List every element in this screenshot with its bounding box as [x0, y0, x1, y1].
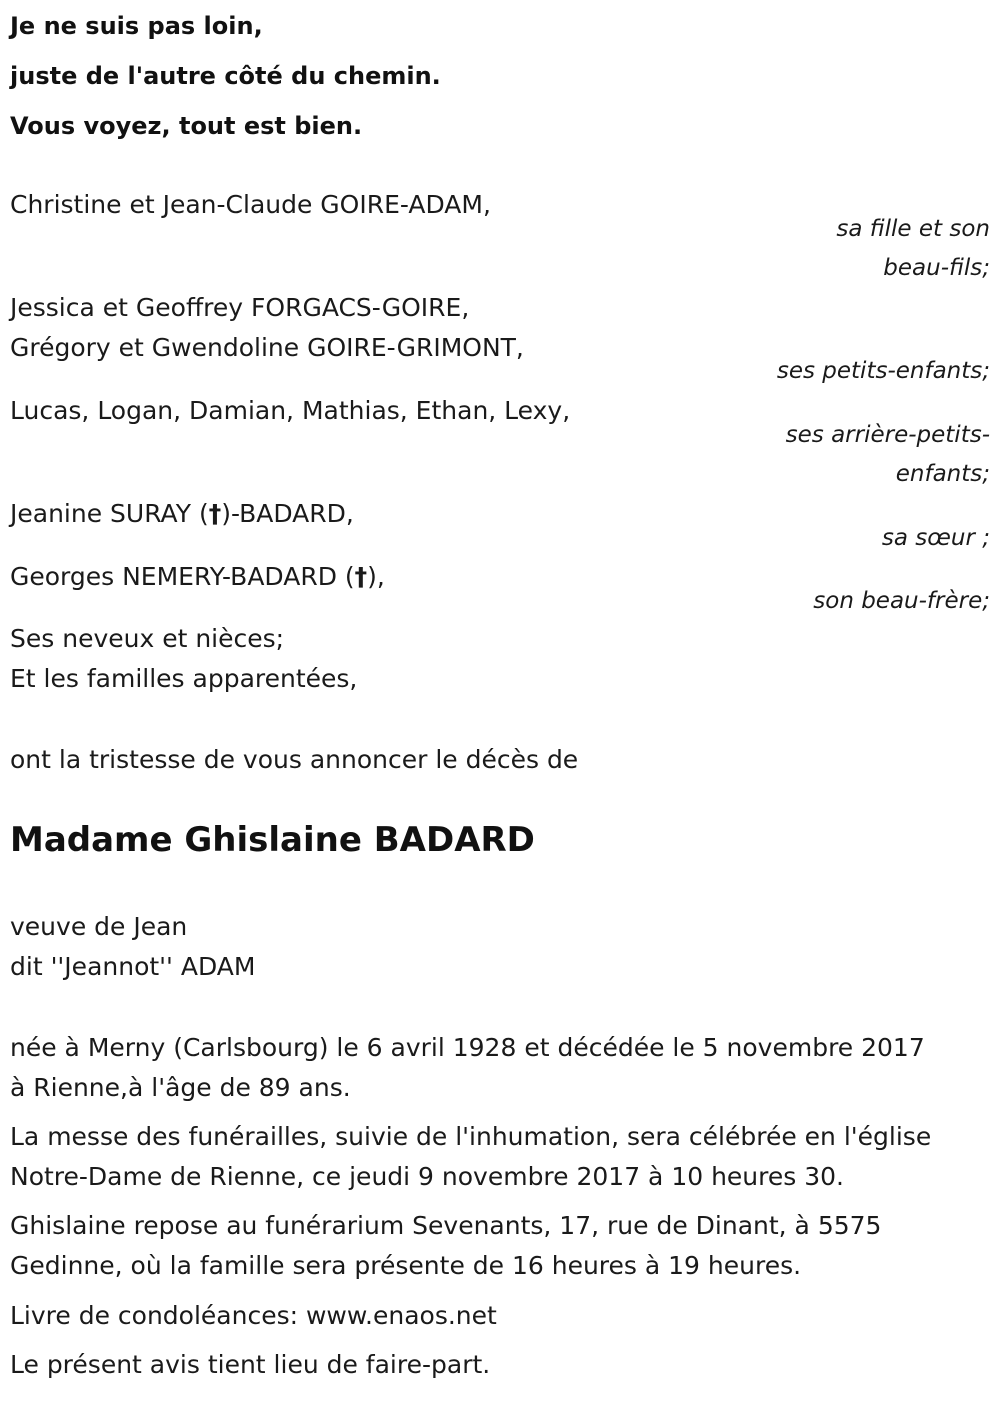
widow-line-1: veuve de Jean [10, 912, 188, 941]
rest-line-1: Ghislaine repose au funérarium Sevenants, 17, rue de Dinant, à 5575 [10, 1211, 882, 1240]
rest-line-2: Gedinne, où la famille sera présente de 16 heures à 19 heures. [10, 1251, 802, 1280]
birth-death-line-1: née à Merny (Carlsbourg) le 6 avril 1928 et décédée le 5 novembre 2017 [10, 1033, 925, 1062]
great-grandchildren-names: Lucas, Logan, Damian, Mathias, Ethan, Lexy, [10, 396, 571, 425]
sister-relation: sa sœur ; [881, 525, 990, 551]
brother-in-law-name [10, 562, 385, 592]
families-line: Et les familles apparentées, [10, 664, 358, 693]
nephews-line: Ses neveux et nièces; [10, 624, 285, 653]
sister-name-after: )-BADARD, [221, 499, 354, 528]
widow-line-2: dit ''Jeannot'' ADAM [10, 952, 256, 981]
announcement-line: ont la tristesse de vous annoncer le décès de [10, 745, 579, 774]
daughter-relation-line-2: beau-fils; [883, 255, 990, 281]
brother-in-law-relation: son beau-frère; [813, 588, 990, 614]
sister-name-before: Jeanine SURAY ( [10, 499, 209, 528]
poem-line-2: juste de l'autre côté du chemin. [10, 62, 441, 90]
grandchildren-names-line-2: Grégory et Gwendoline GOIRE-GRIMONT, [10, 333, 524, 362]
mass-line-2: Notre-Dame de Rienne, ce jeudi 9 novembre 2017 à 10 heures 30. [10, 1162, 844, 1191]
condolences-line: Livre de condoléances: www.enaos.net [10, 1301, 497, 1330]
poem-line-3: Vous voyez, tout est bien. [10, 112, 363, 140]
deceased-name: Madame Ghislaine BADARD [10, 820, 535, 860]
brother-in-law-name-before: Georges NEMERY-BADARD ( [10, 562, 355, 591]
cross-icon: † [354, 562, 368, 591]
notice-line: Le présent avis tient lieu de faire-part. [10, 1350, 491, 1379]
great-grandchildren-relation-line-2: enfants; [895, 461, 990, 487]
great-grandchildren-relation-line-1: ses arrière-petits- [785, 422, 990, 448]
poem-line-1: Je ne suis pas loin, [10, 12, 263, 40]
sister-name [10, 499, 354, 529]
birth-death-line-2: à Rienne,à l'âge de 89 ans. [10, 1073, 351, 1102]
brother-in-law-name-after: ), [367, 562, 385, 591]
grandchildren-names-line-1: Jessica et Geoffrey FORGACS-GOIRE, [10, 293, 470, 322]
daughter-names: Christine et Jean-Claude GOIRE-ADAM, [10, 190, 491, 219]
cross-icon: † [208, 499, 222, 528]
mass-line-1: La messe des funérailles, suivie de l'inhumation, sera célébrée en l'église [10, 1122, 932, 1151]
daughter-relation-line-1: sa fille et son [836, 216, 990, 242]
grandchildren-relation: ses petits-enfants; [776, 358, 990, 384]
